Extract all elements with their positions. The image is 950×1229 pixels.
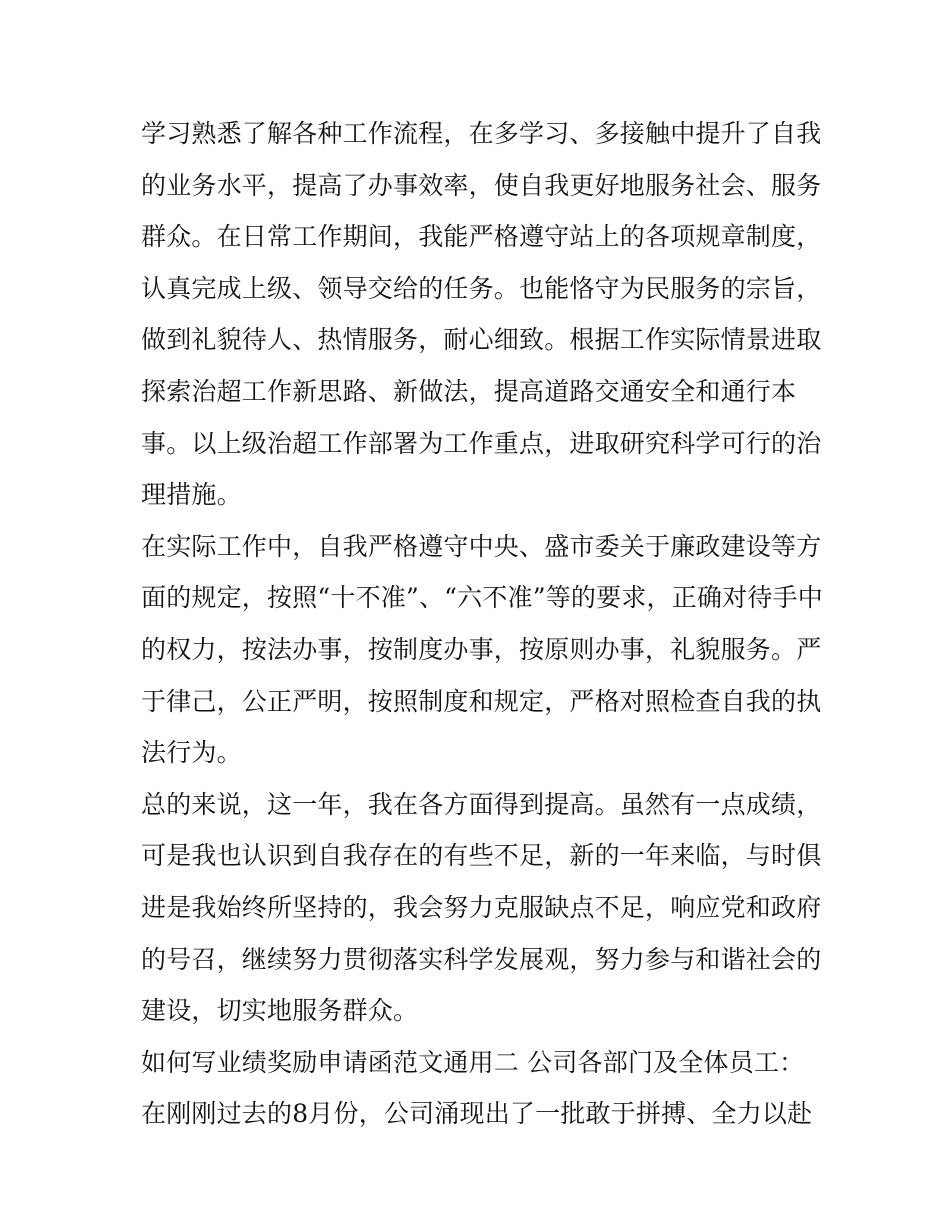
text-line: 在刚刚过去的8月份，公司涌现出了一批敢于拼搏、全力以赴	[141, 1099, 813, 1129]
text-line: 学习熟悉了解各种工作流程，在多学习、多接触中提升了自我	[141, 119, 822, 148]
text-line: 总的来说，这一年，我在各方面得到提高。虽然有一点成绩，	[141, 789, 822, 819]
text-line: 的号召，继续努力贯彻落实科学发展观，努力参与和谐社会的	[141, 944, 822, 974]
body-text	[141, 108, 821, 1140]
text-line: 的权力，按法办事，按制度办事，按原则办事，礼貌服务。严	[141, 634, 822, 664]
text-line: 在实际工作中，自我严格遵守中央、盛市委关于廉政建设等方	[141, 531, 822, 561]
text-line: 建设，切实地服务群众。	[141, 996, 419, 1026]
text-line: 于律己，公正严明，按照制度和规定，严格对照检查自我的执	[141, 686, 822, 716]
text-line: 法行为。	[141, 738, 242, 768]
text-line: 的业务水平，提高了办事效率，使自我更好地服务社会、服务	[141, 170, 822, 200]
text-line: 理措施。	[141, 480, 242, 510]
text-line: 进是我始终所坚持的，我会努力克服缺点不足，响应党和政府	[141, 892, 822, 922]
text-line: 探索治超工作新思路、新做法，提高道路交通安全和通行本	[141, 376, 797, 406]
text-line: 如何写业绩奖励申请函范文通用二 公司各部门及全体员工：	[141, 1047, 805, 1077]
text-line: 可是我也认识到自我存在的有些不足，新的一年来临，与时俱	[141, 841, 822, 871]
text-line: 面的规定，按照“十不准”、“六不准”等的要求，正确对待手中	[141, 583, 823, 613]
text-line: 做到礼貌待人、热情服务，耐心细致。根据工作实际情景进取	[141, 325, 822, 355]
text-line: 群众。在日常工作期间，我能严格遵守站上的各项规章制度，	[141, 222, 822, 252]
text-line: 认真完成上级、领导交给的任务。也能恪守为民服务的宗旨，	[141, 273, 822, 303]
text-line: 事。以上级治超工作部署为工作重点，进取研究科学可行的治	[141, 428, 822, 458]
